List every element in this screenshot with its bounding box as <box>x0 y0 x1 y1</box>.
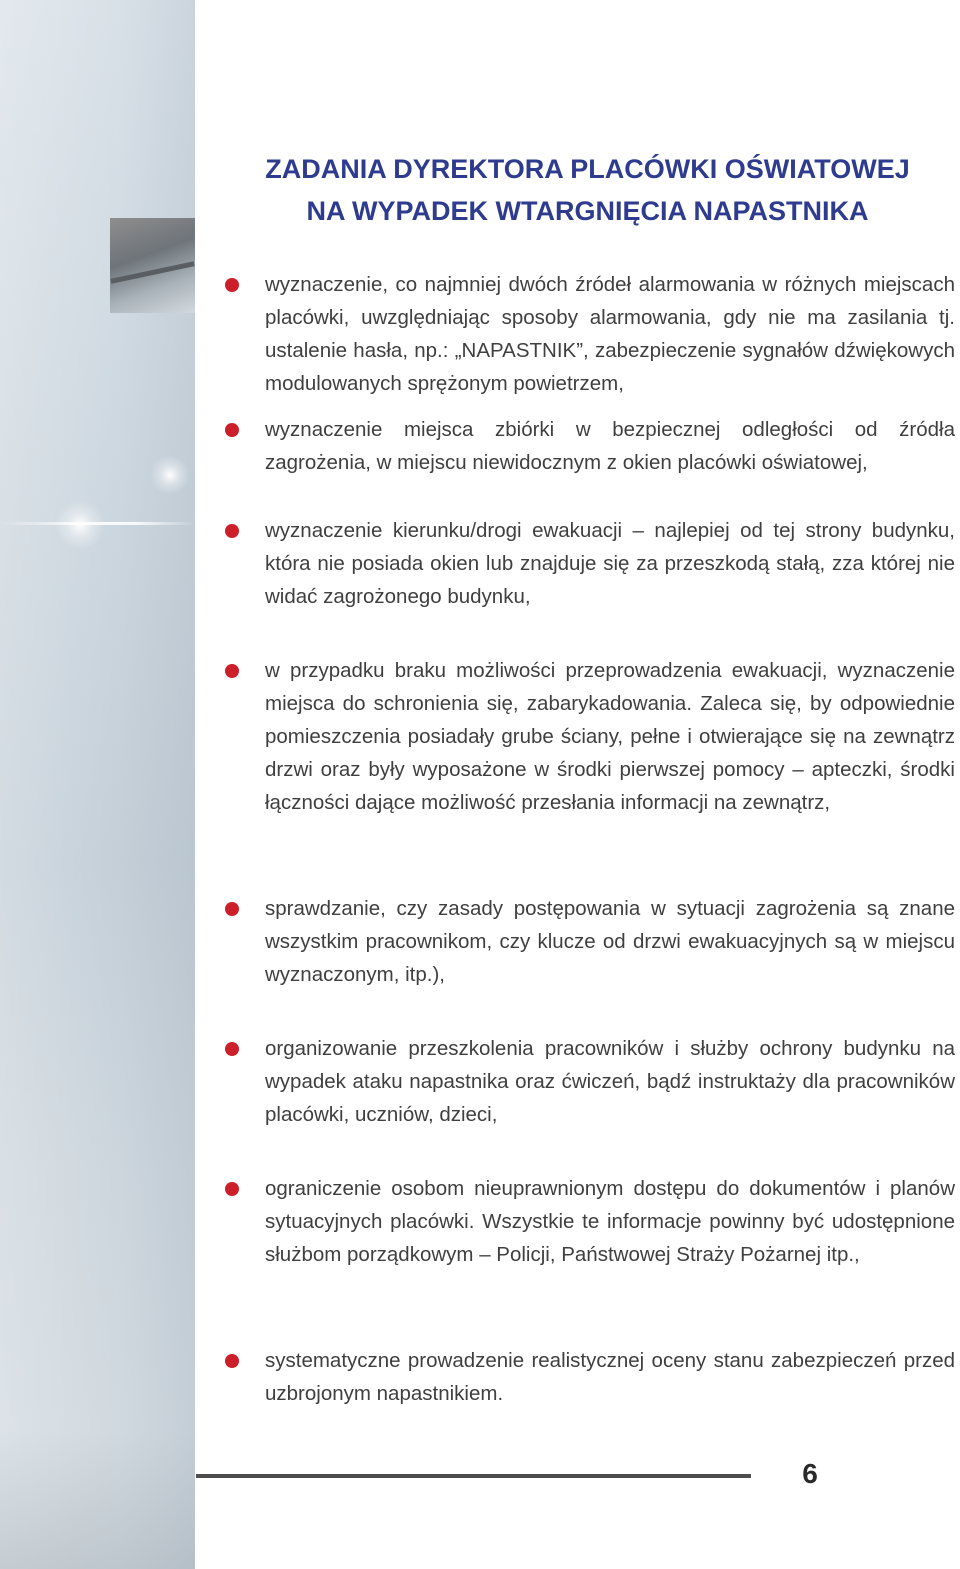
bullet-icon <box>225 423 239 437</box>
list-item-text: organizowanie przeszkolenia pracowników i służby ochrony budynku na wypadek ataku napastnika oraz ćwiczeń, bądź instruktaży dla pracowników placówki, uczniów, dzieci, <box>265 1037 955 1126</box>
bullet-icon <box>225 664 239 678</box>
list-item <box>225 268 955 400</box>
bullet-icon <box>225 524 239 538</box>
list-item <box>225 514 955 613</box>
bullet-icon <box>225 902 239 916</box>
list-item-text: systematyczne prowadzenie realistycznej oceny stanu zabezpieczeń przed uzbrojonym napastnikiem. <box>265 1349 955 1405</box>
list-item-text: w przypadku braku możliwości przeprowadzenia ewakuacji, wyznaczenie miejsca do schronienia się, zabarykadowania. Zaleca się, by odpowiednie pomieszczenia posiadały grube ściany, pełne i otwierające się na zewnątrz drzwi oraz były wyposażone w środki pierwszej pomocy – apteczki, środki łączności dające możliwość przesłania informacji na zewnątrz, <box>265 659 955 814</box>
footer-rule <box>196 1474 751 1478</box>
list-item-text: wyznaczenie kierunku/drogi ewakuacji – najlepiej od tej strony budynku, która nie posiada okien lub znajduje się za przeszkodą stałą, zza której nie widać zagrożonego budynku, <box>265 519 955 608</box>
bullet-icon <box>225 278 239 292</box>
list-item-text: wyznaczenie miejsca zbiórki w bezpiecznej odległości od źródła zagrożenia, w miejscu niewidocznym z okien placówki oświatowej, <box>265 418 955 474</box>
list-item <box>225 1172 955 1271</box>
list-item <box>225 892 955 991</box>
title-line-2: NA WYPADEK WTARGNIĘCIA NAPASTNIKA <box>306 196 869 226</box>
page-number: 6 <box>802 1458 818 1489</box>
bullet-icon <box>225 1042 239 1056</box>
list-item <box>225 654 955 819</box>
title-line-1: ZADANIA DYREKTORA PLACÓWKI OŚWIATOWEJ <box>265 154 910 184</box>
list-item <box>225 1344 955 1410</box>
bullet-icon <box>225 1354 239 1368</box>
list-item-text: wyznaczenie, co najmniej dwóch źródeł alarmowania w różnych miejscach placówki, uwzględniając sposoby alarmowania, gdy nie ma zasilania tj. ustalenie hasła, np.: „NAPASTNIK”, zabezpieczenie sygnałów dźwiękowych modulowanych sprężonym powietrzem, <box>265 273 955 395</box>
list-item-text: ograniczenie osobom nieuprawnionym dostępu do dokumentów i planów sytuacyjnych placówki. Wszystkie te informacje powinny być udostępnione służbom porządkowym – Policji, Państwowej Straży Pożarnej itp., <box>265 1177 955 1266</box>
list-item-text: sprawdzanie, czy zasady postępowania w sytuacji zagrożenia są znane wszystkim pracownikom, czy klucze od drzwi ewakuacyjnych są w miejscu wyznaczonym, itp.), <box>265 897 955 986</box>
list-item <box>225 1032 955 1131</box>
bullet-icon <box>225 1182 239 1196</box>
list-item <box>225 413 955 479</box>
